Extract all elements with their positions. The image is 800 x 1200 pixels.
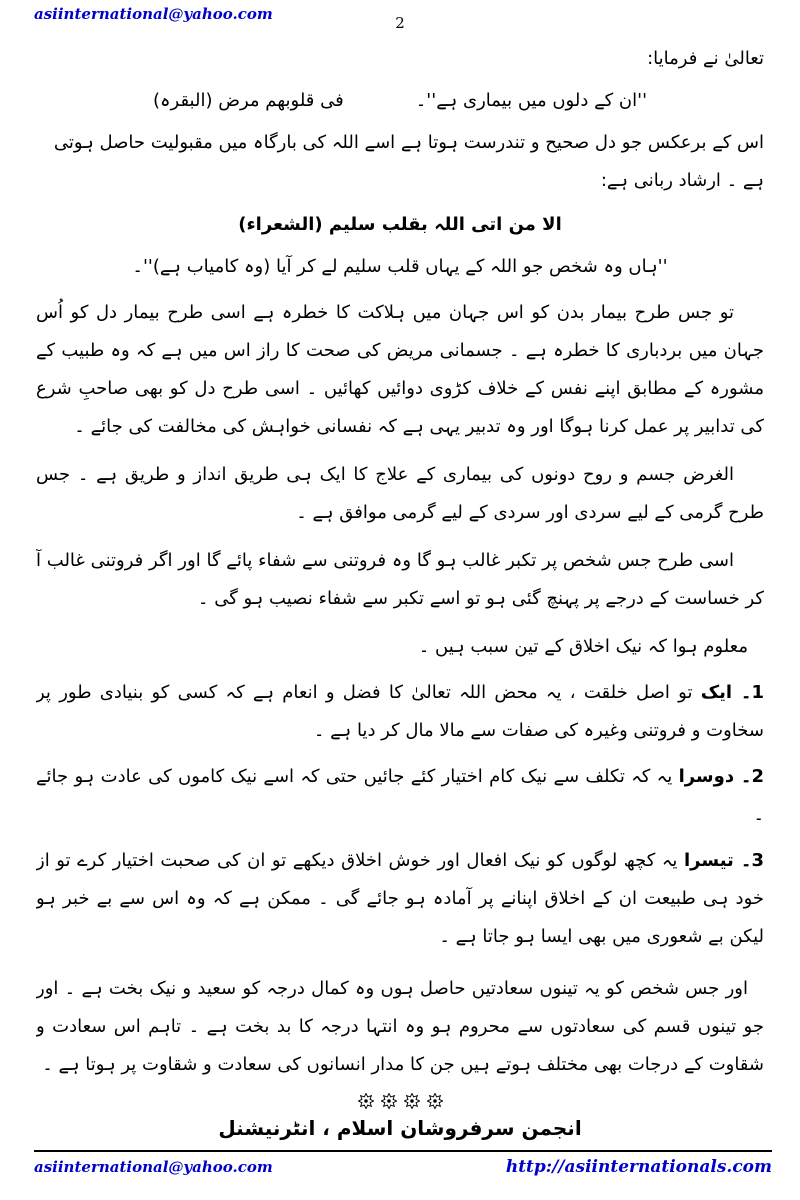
list-item-number: 2۔ دوسرا xyxy=(678,766,764,787)
list-item-text: یہ کہ تکلف سے نیک کام اختیار کئے جائیں حتی کہ اسے نیک کاموں کی عادت ہو جائے ۔ xyxy=(36,766,764,825)
list-item xyxy=(36,674,764,750)
list-item xyxy=(36,758,764,834)
organization-name: انجمن سرفروشان اسلام ، انٹرنیشنل xyxy=(218,1116,582,1140)
quran-quote-1 xyxy=(36,82,764,120)
intro-line: تعالیٰ نے فرمایا: xyxy=(647,48,764,69)
paragraph: اس کے برعکس جو دل صحیح و تندرست ہوتا ہے اسے اللہ کی بارگاہ میں مقبولیت حاصل ہوتی ہے ۔ ارشاد ربانی ہے: xyxy=(53,132,764,191)
quote1-arabic-text: فی قلوبهم مرض (البقرہ) xyxy=(152,90,344,111)
list-item-number: 1۔ ایک xyxy=(700,682,764,703)
paragraph: اسی طرح جس شخص پر تکبر غالب ہو گا وہ فروتنی سے شفاء پائے گا اور اگر فروتنی غالب آ کر خساست کے درجے پر پہنچ گئی ہو تو اسے تکبر سے شفاء نصیب ہو گی ۔ xyxy=(36,550,764,609)
paragraph: الغرض جسم و روح دونوں کی بیماری کے علاج کا ایک ہی طریق انداز و طریق ہے ۔ جس طرح گرمی کے لیے سردی اور سردی کے لیے گرمی موافق ہے ۔ xyxy=(36,464,764,523)
ornament-row xyxy=(0,1093,800,1109)
flower-star-icon xyxy=(404,1093,420,1109)
flower-star-icon xyxy=(381,1093,397,1109)
list-item-text: تو اصل خلقت ، یہ محض اللہ تعالیٰ کا فضل و انعام ہے کہ کسی کو بنیادی طور پر سخاوت و فروتنی وغیرہ کی صفات سے مالا مال کر دیا ہے ۔ xyxy=(36,682,764,741)
footer xyxy=(34,1157,772,1177)
paragraph: معلوم ہوا کہ نیک اخلاق کے تین سبب ہیں ۔ xyxy=(418,636,748,657)
flower-star-icon xyxy=(358,1093,374,1109)
quote1-translation-text: ''ان کے دلوں میں بیماری ہے''۔ xyxy=(415,90,648,111)
list-item-number: 3۔ تیسرا xyxy=(684,850,764,871)
flower-star-icon xyxy=(427,1093,443,1109)
paragraph: اور جس شخص کو یہ تینوں سعادتیں حاصل ہوں وہ کمال درجہ کو سعید و نیک بخت ہے ۔ اور جو تینوں قسم کی سعادتوں سے محروم ہو وہ انتہا درجہ کا بد بخت ہے ۔ تاہم اس سعادت و شقاوت کے درجات بھی مختلف ہوتے ہیں جن کا مدار انسانوں کی سعادت و شقاوت پر ہوتا ہے ۔ xyxy=(36,978,764,1075)
paragraph: تو جس طرح بیمار بدن کو اس جہان میں ہلاکت کا خطرہ ہے اسی طرح بیمار دل کو اُس جہان میں بردباری کا خطرہ ہے ۔ جسمانی مریض کی صحت کا راز اس میں ہے کہ وہ طبیب کے مشورہ کے مطابق اپنے نفس کے خلاف کڑوی دوائیں کھائیں ۔ اسی طرح دل کو بھی صاحبِ شرع کی تدابیر پر عمل کرنا ہوگا اور وہ تدبیر یہی ہے کہ نفسانی خواہش کی مخالفت کی جائے ۔ xyxy=(36,302,764,437)
quran-quote-2-translation: ''ہاں وہ شخص جو اللہ کے یہاں قلب سلیم لے کر آیا (وہ کامیاب ہے)''۔ xyxy=(132,256,668,277)
quran-quote-2-arabic: الا من اتی اللہ بقلب سلیم (الشعراء) xyxy=(238,214,562,235)
footer-email-link[interactable]: asiinternational@yahoo.com xyxy=(34,1158,273,1176)
document-body xyxy=(36,40,764,1088)
footer-website-link[interactable]: http://asiinternationals.com xyxy=(505,1157,772,1177)
header-email-link[interactable]: asiinternational@yahoo.com xyxy=(34,5,273,23)
page-number: 2 xyxy=(395,14,405,32)
list-item-text: یہ کچھ لوگوں کو نیک افعال اور خوش اخلاق دیکھے تو ان کی صحبت اختیار کرے تو از خود ہی طبیعت ان کے اخلاق اپنانے پر آمادہ ہو جائے گی ۔ ممکن ہے کہ وہ اس سے بے خبر ہو لیکن بے شعوری میں بھی ایسا ہو جاتا ہے ۔ xyxy=(36,850,764,947)
footer-divider xyxy=(34,1150,772,1152)
list-item xyxy=(36,842,764,956)
